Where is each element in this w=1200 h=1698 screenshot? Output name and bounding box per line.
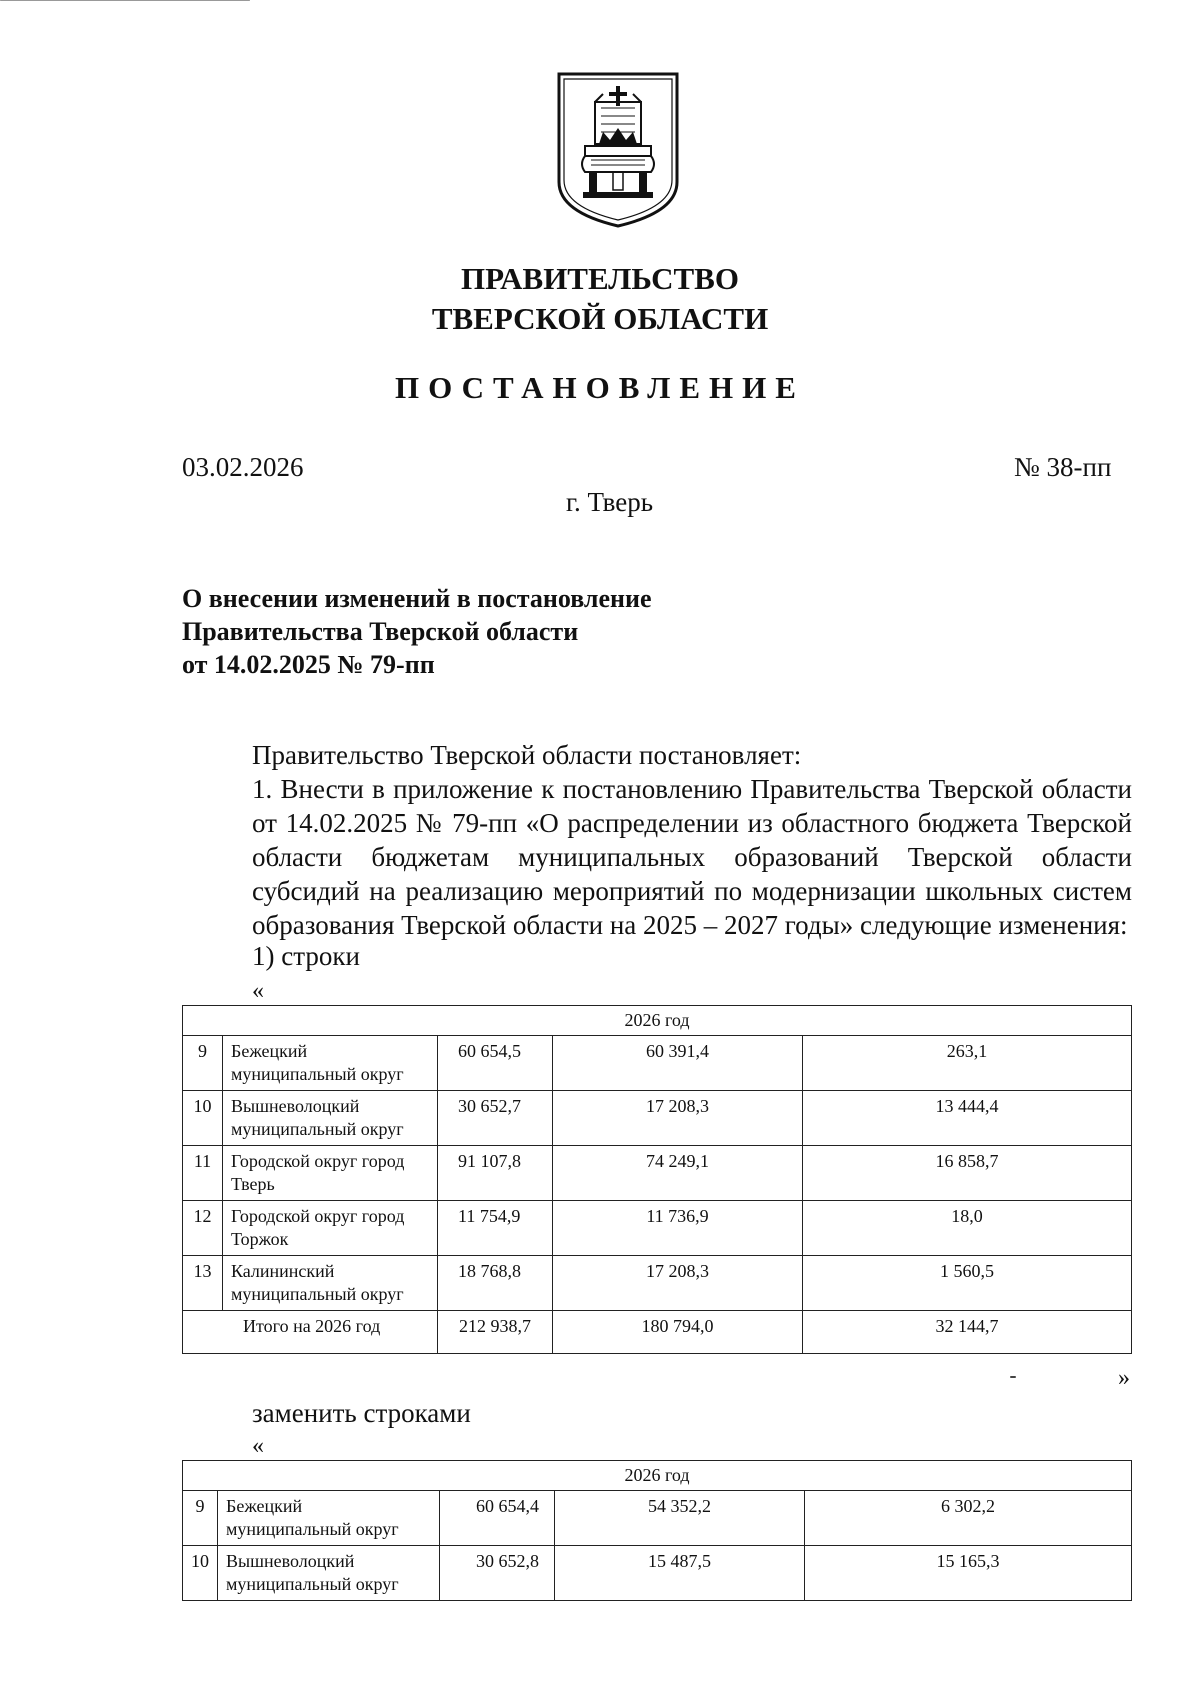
table-row <box>183 1491 1132 1546</box>
table-row <box>183 1146 1132 1201</box>
total-value: 91 107,8 <box>438 1146 553 1201</box>
municipality-name: Вышневолоцкий муниципальный округ <box>218 1546 440 1601</box>
table-header-row <box>183 1006 1132 1036</box>
row-number: 10 <box>183 1546 218 1601</box>
value-column-2: 60 391,4 <box>553 1036 803 1091</box>
value-column-2: 17 208,3 <box>553 1256 803 1311</box>
document-subject <box>182 582 652 681</box>
value-column-3: 15 165,3 <box>805 1546 1132 1601</box>
document-date: 03.02.2026 <box>182 452 304 482</box>
document-city: г. Тверь <box>566 487 654 517</box>
total-value: 30 652,8 <box>440 1546 555 1601</box>
government-name-line1: ПРАВИТЕЛЬСТВО <box>461 261 739 296</box>
opening-quote-mark: « <box>252 978 264 1004</box>
year-header: 2026 год <box>183 1006 1132 1036</box>
value-column-2: 74 249,1 <box>553 1146 803 1201</box>
subject-line: Правительства Тверской области <box>182 617 579 646</box>
value-column-2: 15 487,5 <box>555 1546 805 1601</box>
opening-quote-mark: « <box>252 1433 264 1459</box>
value-column-2: 54 352,2 <box>555 1491 805 1546</box>
throne-crown-icon <box>555 72 681 228</box>
scan-edge-line <box>0 0 250 1</box>
table-row <box>183 1091 1132 1146</box>
value-column-3: 13 444,4 <box>803 1091 1132 1146</box>
value-column-3: 263,1 <box>803 1036 1132 1091</box>
total-value: 30 652,7 <box>438 1091 553 1146</box>
table-row <box>183 1546 1132 1601</box>
table-total-row <box>183 1311 1132 1354</box>
scan-speck <box>1010 1376 1016 1378</box>
municipality-name: Городской округ город Торжок <box>223 1201 438 1256</box>
table-row <box>183 1256 1132 1311</box>
amendment-paragraph: 1. Внести в приложение к постановлению Правительства Тверской области от 14.02.2025 № 79-пп «О распределении из областного бюджета Тверской области бюджетам муниципальных образований Тверской области субсидий на реализацию мероприятий по модернизации школьных систем образования Тверской области на 2025 – 2027 годы» следующие изменения: <box>252 774 1132 940</box>
row-number: 9 <box>183 1491 218 1546</box>
replace-with-label: заменить строками <box>252 1398 471 1428</box>
value-column-3: 1 560,5 <box>803 1256 1132 1311</box>
document-type-title: ПОСТАНОВЛЕНИЕ <box>395 370 805 405</box>
closing-quote-mark: » <box>1118 1365 1130 1391</box>
item-label-rows: 1) строки <box>252 941 360 971</box>
total-value: 60 654,5 <box>438 1036 553 1091</box>
value-column-3: 6 302,2 <box>805 1491 1132 1546</box>
value-column-3: 16 858,7 <box>803 1146 1132 1201</box>
table-row <box>183 1036 1132 1091</box>
value-column-3: 18,0 <box>803 1201 1132 1256</box>
municipality-name: Бежецкий муниципальный округ <box>223 1036 438 1091</box>
coat-of-arms-emblem <box>555 72 681 228</box>
municipality-name: Городской округ город Тверь <box>223 1146 438 1201</box>
new-rows-table <box>182 1460 1132 1601</box>
value-column-2: 11 736,9 <box>553 1201 803 1256</box>
municipality-name: Калининский муниципальный округ <box>223 1256 438 1311</box>
subject-line: О внесении изменений в постановление <box>182 584 652 613</box>
old-rows-table <box>182 1005 1132 1354</box>
row-number: 11 <box>183 1146 223 1201</box>
total-value: 18 768,8 <box>438 1256 553 1311</box>
municipality-name: Вышневолоцкий муниципальный округ <box>223 1091 438 1146</box>
municipality-name: Бежецкий муниципальный округ <box>218 1491 440 1546</box>
year-header: 2026 год <box>183 1461 1132 1491</box>
row-number: 9 <box>183 1036 223 1091</box>
document-number: № 38-пп <box>1014 452 1112 482</box>
total-label: Итого на 2026 год <box>183 1311 438 1354</box>
value-column-2: 17 208,3 <box>553 1091 803 1146</box>
total-value: 11 754,9 <box>438 1201 553 1256</box>
table-row <box>183 1201 1132 1256</box>
row-number: 10 <box>183 1091 223 1146</box>
subject-line: от 14.02.2025 № 79-пп <box>182 650 435 679</box>
total-value: 212 938,7 <box>438 1311 553 1354</box>
table-header-row <box>183 1461 1132 1491</box>
document-body <box>182 738 1132 942</box>
row-number: 12 <box>183 1201 223 1256</box>
total-value: 60 654,4 <box>440 1491 555 1546</box>
value-column-2: 180 794,0 <box>553 1311 803 1354</box>
value-column-3: 32 144,7 <box>803 1311 1132 1354</box>
intro-paragraph: Правительство Тверской области постановляет: <box>252 740 802 770</box>
government-name-line2: ТВЕРСКОЙ ОБЛАСТИ <box>431 301 769 336</box>
row-number: 13 <box>183 1256 223 1311</box>
